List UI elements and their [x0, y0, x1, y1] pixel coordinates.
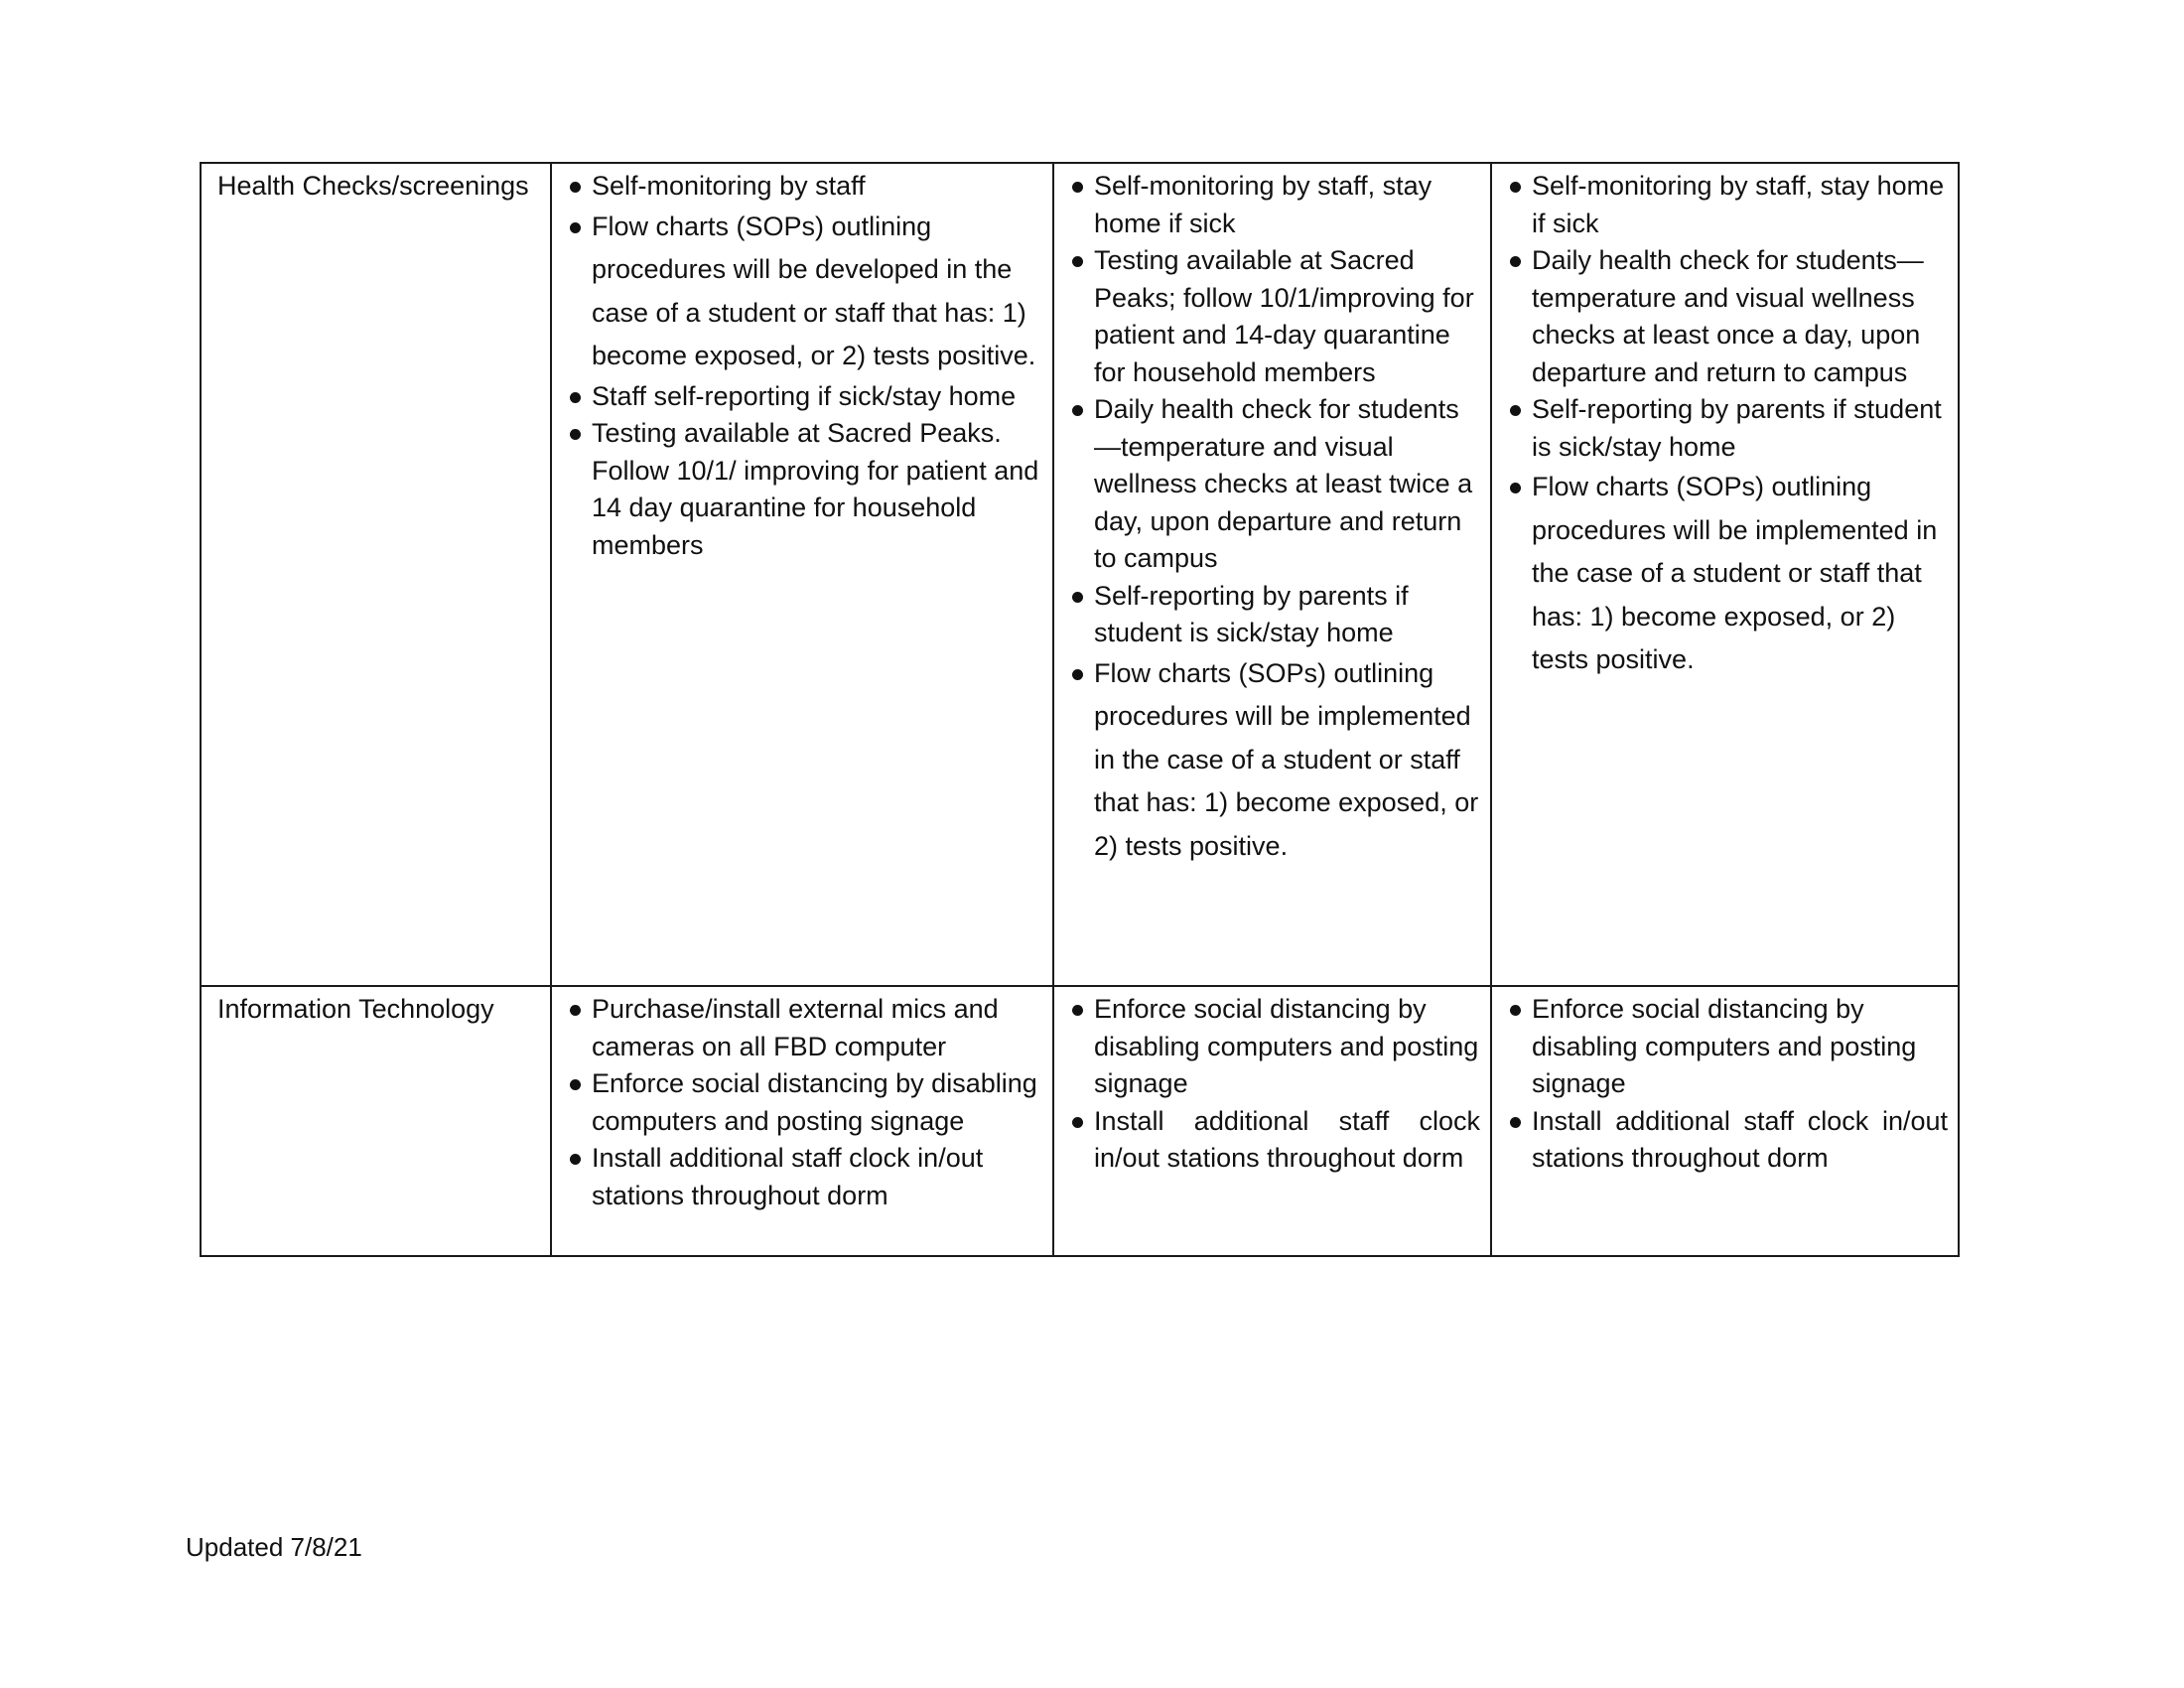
table-cell: [551, 163, 1053, 986]
category-label: Health Checks/screenings: [217, 171, 529, 201]
bullet-list: [1070, 991, 1480, 1178]
table-row: [201, 163, 1959, 986]
list-item: Self-monitoring by staff, stay home if sick: [1508, 168, 1948, 242]
table-cell: [1491, 163, 1959, 986]
list-item: Install additional staff clock in/out stations throughout dorm: [568, 1140, 1042, 1214]
bullet-list: [1070, 168, 1480, 868]
list-item: Staff self-reporting if sick/stay home: [568, 378, 1042, 416]
list-item: Self-reporting by parents if student is sick/stay home: [1508, 391, 1948, 466]
bullet-list: [1508, 991, 1948, 1178]
list-item: Self-monitoring by staff: [568, 168, 1042, 206]
list-item: Flow charts (SOPs) outlining procedures will be implemented in the case of a student or staff that has: 1) become exposed, or 2) tests positive.: [1508, 466, 1948, 682]
table-cell: [1053, 163, 1491, 986]
list-item: Testing available at Sacred Peaks. Follow 10/1/ improving for patient and 14 day quarantine for household members: [568, 415, 1042, 564]
category-label: Information Technology: [217, 994, 494, 1024]
list-item: Daily health check for students—temperature and visual wellness checks at least twice a day, upon departure and return to campus: [1070, 391, 1480, 578]
category-cell: [201, 163, 551, 986]
list-item: Daily health check for students—temperature and visual wellness checks at least once a day, upon departure and return to campus: [1508, 242, 1948, 391]
list-item: Enforce social distancing by disabling computers and posting signage: [1508, 991, 1948, 1103]
table-cell: [551, 986, 1053, 1256]
category-cell: [201, 986, 551, 1256]
reopening-plan-table: [200, 162, 1960, 1257]
list-item: Purchase/install external mics and cameras on all FBD computer: [568, 991, 1042, 1065]
table-cell: [1491, 986, 1959, 1256]
list-item: Enforce social distancing by disabling computers and posting signage: [568, 1065, 1042, 1140]
list-item: Testing available at Sacred Peaks; follow 10/1/improving for patient and 14-day quarantine for household members: [1070, 242, 1480, 391]
list-item: Enforce social distancing by disabling computers and posting signage: [1070, 991, 1480, 1103]
bullet-list: [1508, 168, 1948, 682]
bullet-list: [568, 168, 1042, 564]
updated-date: Updated 7/8/21: [186, 1532, 362, 1562]
list-item: Flow charts (SOPs) outlining procedures will be implemented in the case of a student or staff that has: 1) become exposed, or 2) tests positive.: [1070, 652, 1480, 869]
list-item: Install additional staff clock in/out stations throughout dorm: [1508, 1103, 1948, 1178]
list-item: Install additional staff clock in/out stations throughout dorm: [1070, 1103, 1480, 1178]
list-item: Self-monitoring by staff, stay home if sick: [1070, 168, 1480, 242]
bullet-list: [568, 991, 1042, 1214]
table-cell: [1053, 986, 1491, 1256]
list-item: Self-reporting by parents if student is sick/stay home: [1070, 578, 1480, 652]
list-item: Flow charts (SOPs) outlining procedures will be developed in the case of a student or staff that has: 1) become exposed, or 2) tests positive.: [568, 206, 1042, 378]
table-row: [201, 986, 1959, 1256]
